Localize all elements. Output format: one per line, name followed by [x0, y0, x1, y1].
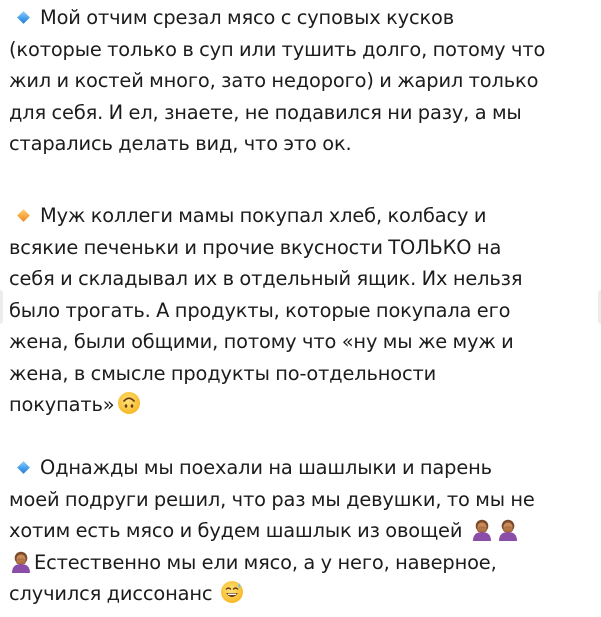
- item1-line4: для себя. И ел, знаете, не подавился ни разу, а мы: [9, 100, 522, 124]
- item1-line5: старались делать вид, что это ок.: [9, 132, 352, 155]
- item3-line1: Однажды мы поехали на шашлыки и парень: [40, 456, 492, 479]
- orange-diamond-bullet-icon: [17, 209, 30, 222]
- item1-line3: жил и костей много, зато недорого) и жарил только: [9, 69, 539, 92]
- item3-line4: Естественно мы ели мясо, а у него, наверное,: [34, 550, 497, 574]
- item2-line5: жена, были общими, потому что «ну мы же муж и: [9, 330, 514, 353]
- item3-line2: моей подруги решил, что раз мы девушки, то мы не: [9, 487, 535, 511]
- item3-line5: случился диссонанс: [9, 582, 218, 605]
- blue-diamond-bullet-icon: [17, 11, 30, 24]
- upside-down-face-emoji-icon: [117, 391, 141, 415]
- list-item-1: [9, 2, 595, 160]
- item2-line3: себя и складывал их в отдельный ящик. Их нельзя: [9, 267, 523, 290]
- item2-line6: жена, в смысле продукты по-отдельности: [9, 361, 437, 385]
- list-item-2: [9, 200, 595, 421]
- list-item-3: [9, 452, 595, 610]
- item2-line4: было трогать. А продукты, которые покупала его: [9, 298, 511, 322]
- facepalm-woman-emoji-icon: [9, 549, 33, 573]
- item1-line1: Мой отчим срезал мясо с суповых кусков: [40, 6, 455, 29]
- blue-diamond-bullet-icon: [17, 461, 30, 474]
- item2-line1: Муж коллеги мамы покупал хлеб, колбасу и: [40, 204, 487, 227]
- previous-slide-edge[interactable]: [0, 290, 3, 324]
- item2-line2: всякие печеньки и прочие вкусности ТОЛЬКО на: [9, 235, 502, 259]
- facepalm-woman-emoji-icon: [496, 517, 520, 541]
- item3-line3: хотим есть мясо и будем шашлык из овощей: [9, 519, 468, 542]
- item2-line7: покупать»: [9, 393, 115, 416]
- item1-line2: (которые только в суп или тушить долго, потому что: [9, 37, 546, 61]
- facepalm-woman-emoji-icon: [470, 517, 494, 541]
- grinning-sweat-emoji-icon: [220, 580, 244, 604]
